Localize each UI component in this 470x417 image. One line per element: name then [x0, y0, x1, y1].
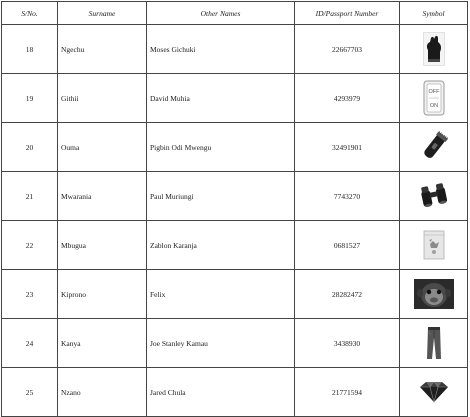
- cell-other-names: Jared Chula: [147, 368, 295, 417]
- hair-clipper-icon: [418, 131, 450, 163]
- table-row: [2, 221, 468, 270]
- cell-surname: Kanya: [58, 319, 147, 368]
- header-other-names: Other Names: [147, 2, 295, 25]
- cell-surname: Githii: [58, 74, 147, 123]
- table-header-row: [2, 2, 468, 25]
- cell-id-number: 7743270: [295, 172, 400, 221]
- cell-other-names: Pigbin Odi Mwengu: [147, 123, 295, 172]
- cell-surname: Mbugua: [58, 221, 147, 270]
- cell-symbol: [400, 74, 468, 123]
- header-sno: S/No.: [2, 2, 58, 25]
- cell-surname: Ngechu: [58, 25, 147, 74]
- monkey-face-icon: [414, 279, 454, 309]
- cell-surname: Nzano: [58, 368, 147, 417]
- small-packet-icon: [423, 230, 445, 260]
- cell-symbol: [400, 172, 468, 221]
- switch-on-label: ON: [429, 103, 438, 109]
- cell-other-names: David Muhia: [147, 74, 295, 123]
- cell-sno: 22: [2, 221, 58, 270]
- cell-symbol: [400, 270, 468, 319]
- table-row: [2, 368, 468, 417]
- table-row: [2, 123, 468, 172]
- cell-id-number: 22667703: [295, 25, 400, 74]
- table-row: [2, 270, 468, 319]
- table-row: [2, 172, 468, 221]
- off-on-switch-icon: [423, 80, 445, 116]
- cell-sno: 21: [2, 172, 58, 221]
- cell-id-number: 28282472: [295, 270, 400, 319]
- cell-id-number: 21771594: [295, 368, 400, 417]
- header-id-passport: ID/Passport Number: [295, 2, 400, 25]
- diamond-icon: [416, 380, 452, 404]
- cell-surname: Kiprono: [58, 270, 147, 319]
- cell-other-names: Moses Gichuki: [147, 25, 295, 74]
- cell-other-names: Felix: [147, 270, 295, 319]
- cell-sno: 25: [2, 368, 58, 417]
- switch-off-label: OFF: [428, 89, 439, 95]
- black-glove-icon: [423, 32, 445, 66]
- candidate-table: [1, 1, 468, 417]
- cell-id-number: 3438930: [295, 319, 400, 368]
- header-symbol: Symbol: [400, 2, 468, 25]
- cell-sno: 24: [2, 319, 58, 368]
- cell-surname: Ouma: [58, 123, 147, 172]
- cell-symbol: [400, 25, 468, 74]
- cell-id-number: 32491901: [295, 123, 400, 172]
- cell-other-names: Joe Stanley Kamau: [147, 319, 295, 368]
- table-row: [2, 319, 468, 368]
- trousers-icon: [426, 326, 442, 360]
- cell-symbol: [400, 123, 468, 172]
- table-row: [2, 25, 468, 74]
- cell-sno: 20: [2, 123, 58, 172]
- cell-id-number: 0681527: [295, 221, 400, 270]
- cell-sno: 23: [2, 270, 58, 319]
- header-surname: Surname: [58, 2, 147, 25]
- cell-id-number: 4293979: [295, 74, 400, 123]
- binoculars-icon: [419, 183, 449, 209]
- cell-other-names: Paul Muriungi: [147, 172, 295, 221]
- cell-symbol: [400, 319, 468, 368]
- cell-surname: Mwarania: [58, 172, 147, 221]
- cell-sno: 18: [2, 25, 58, 74]
- table-row: [2, 74, 468, 123]
- cell-other-names: Zablon Karanja: [147, 221, 295, 270]
- cell-symbol: [400, 368, 468, 417]
- cell-sno: 19: [2, 74, 58, 123]
- cell-symbol: [400, 221, 468, 270]
